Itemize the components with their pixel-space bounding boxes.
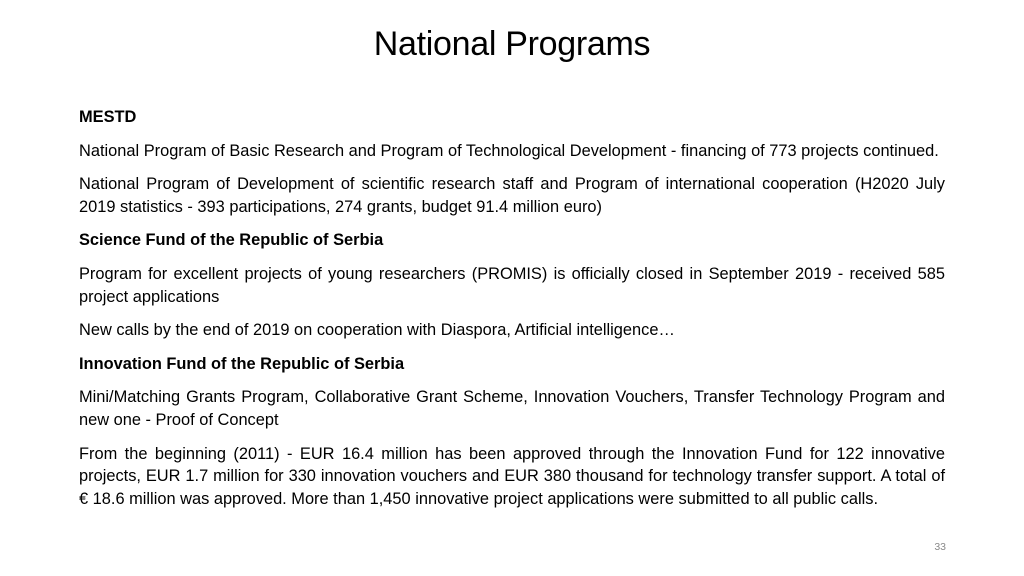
innovation-fund-paragraph-totals: From the beginning (2011) - EUR 16.4 million has been approved through the Innovation Fund for 122 innovative projects, EUR 1.7 million for 330 innovation vouchers and EUR 380 thousand for technology transfer support. A total of € 18.6 million was approved. More than 1,450 innovative project applications were submitted to all public calls. xyxy=(79,444,945,508)
mestd-paragraph-research-staff: National Program of Development of scientific research staff and Program of international cooperation (H2020 July 2019 statistics - 393 participations, 274 grants, budget 91.4 million euro) xyxy=(79,175,945,216)
slide-title: National Programs xyxy=(373,25,651,63)
mestd-paragraph-basic-research: National Program of Basic Research and Program of Technological Development - financing of 773 projects continued. xyxy=(79,141,939,160)
innovation-fund-paragraph-programs: Mini/Matching Grants Program, Collaborative Grant Scheme, Innovation Vouchers, Transfer Technology Program and new one - Proof of Concept xyxy=(79,388,945,429)
section-heading-innovation-fund: Innovation Fund of the Republic of Serbia xyxy=(79,354,405,373)
section-heading-mestd: MESTD xyxy=(79,108,137,126)
section-heading-science-fund: Science Fund of the Republic of Serbia xyxy=(79,231,384,250)
page-number: 33 xyxy=(934,541,946,553)
science-fund-paragraph-new-calls: New calls by the end of 2019 on cooperation with Diaspora, Artificial intelligence… xyxy=(79,321,675,340)
slide-content xyxy=(79,106,945,521)
science-fund-paragraph-promis: Program for excellent projects of young researchers (PROMIS) is officially closed in September 2019 - received 585 project applications xyxy=(79,264,945,306)
